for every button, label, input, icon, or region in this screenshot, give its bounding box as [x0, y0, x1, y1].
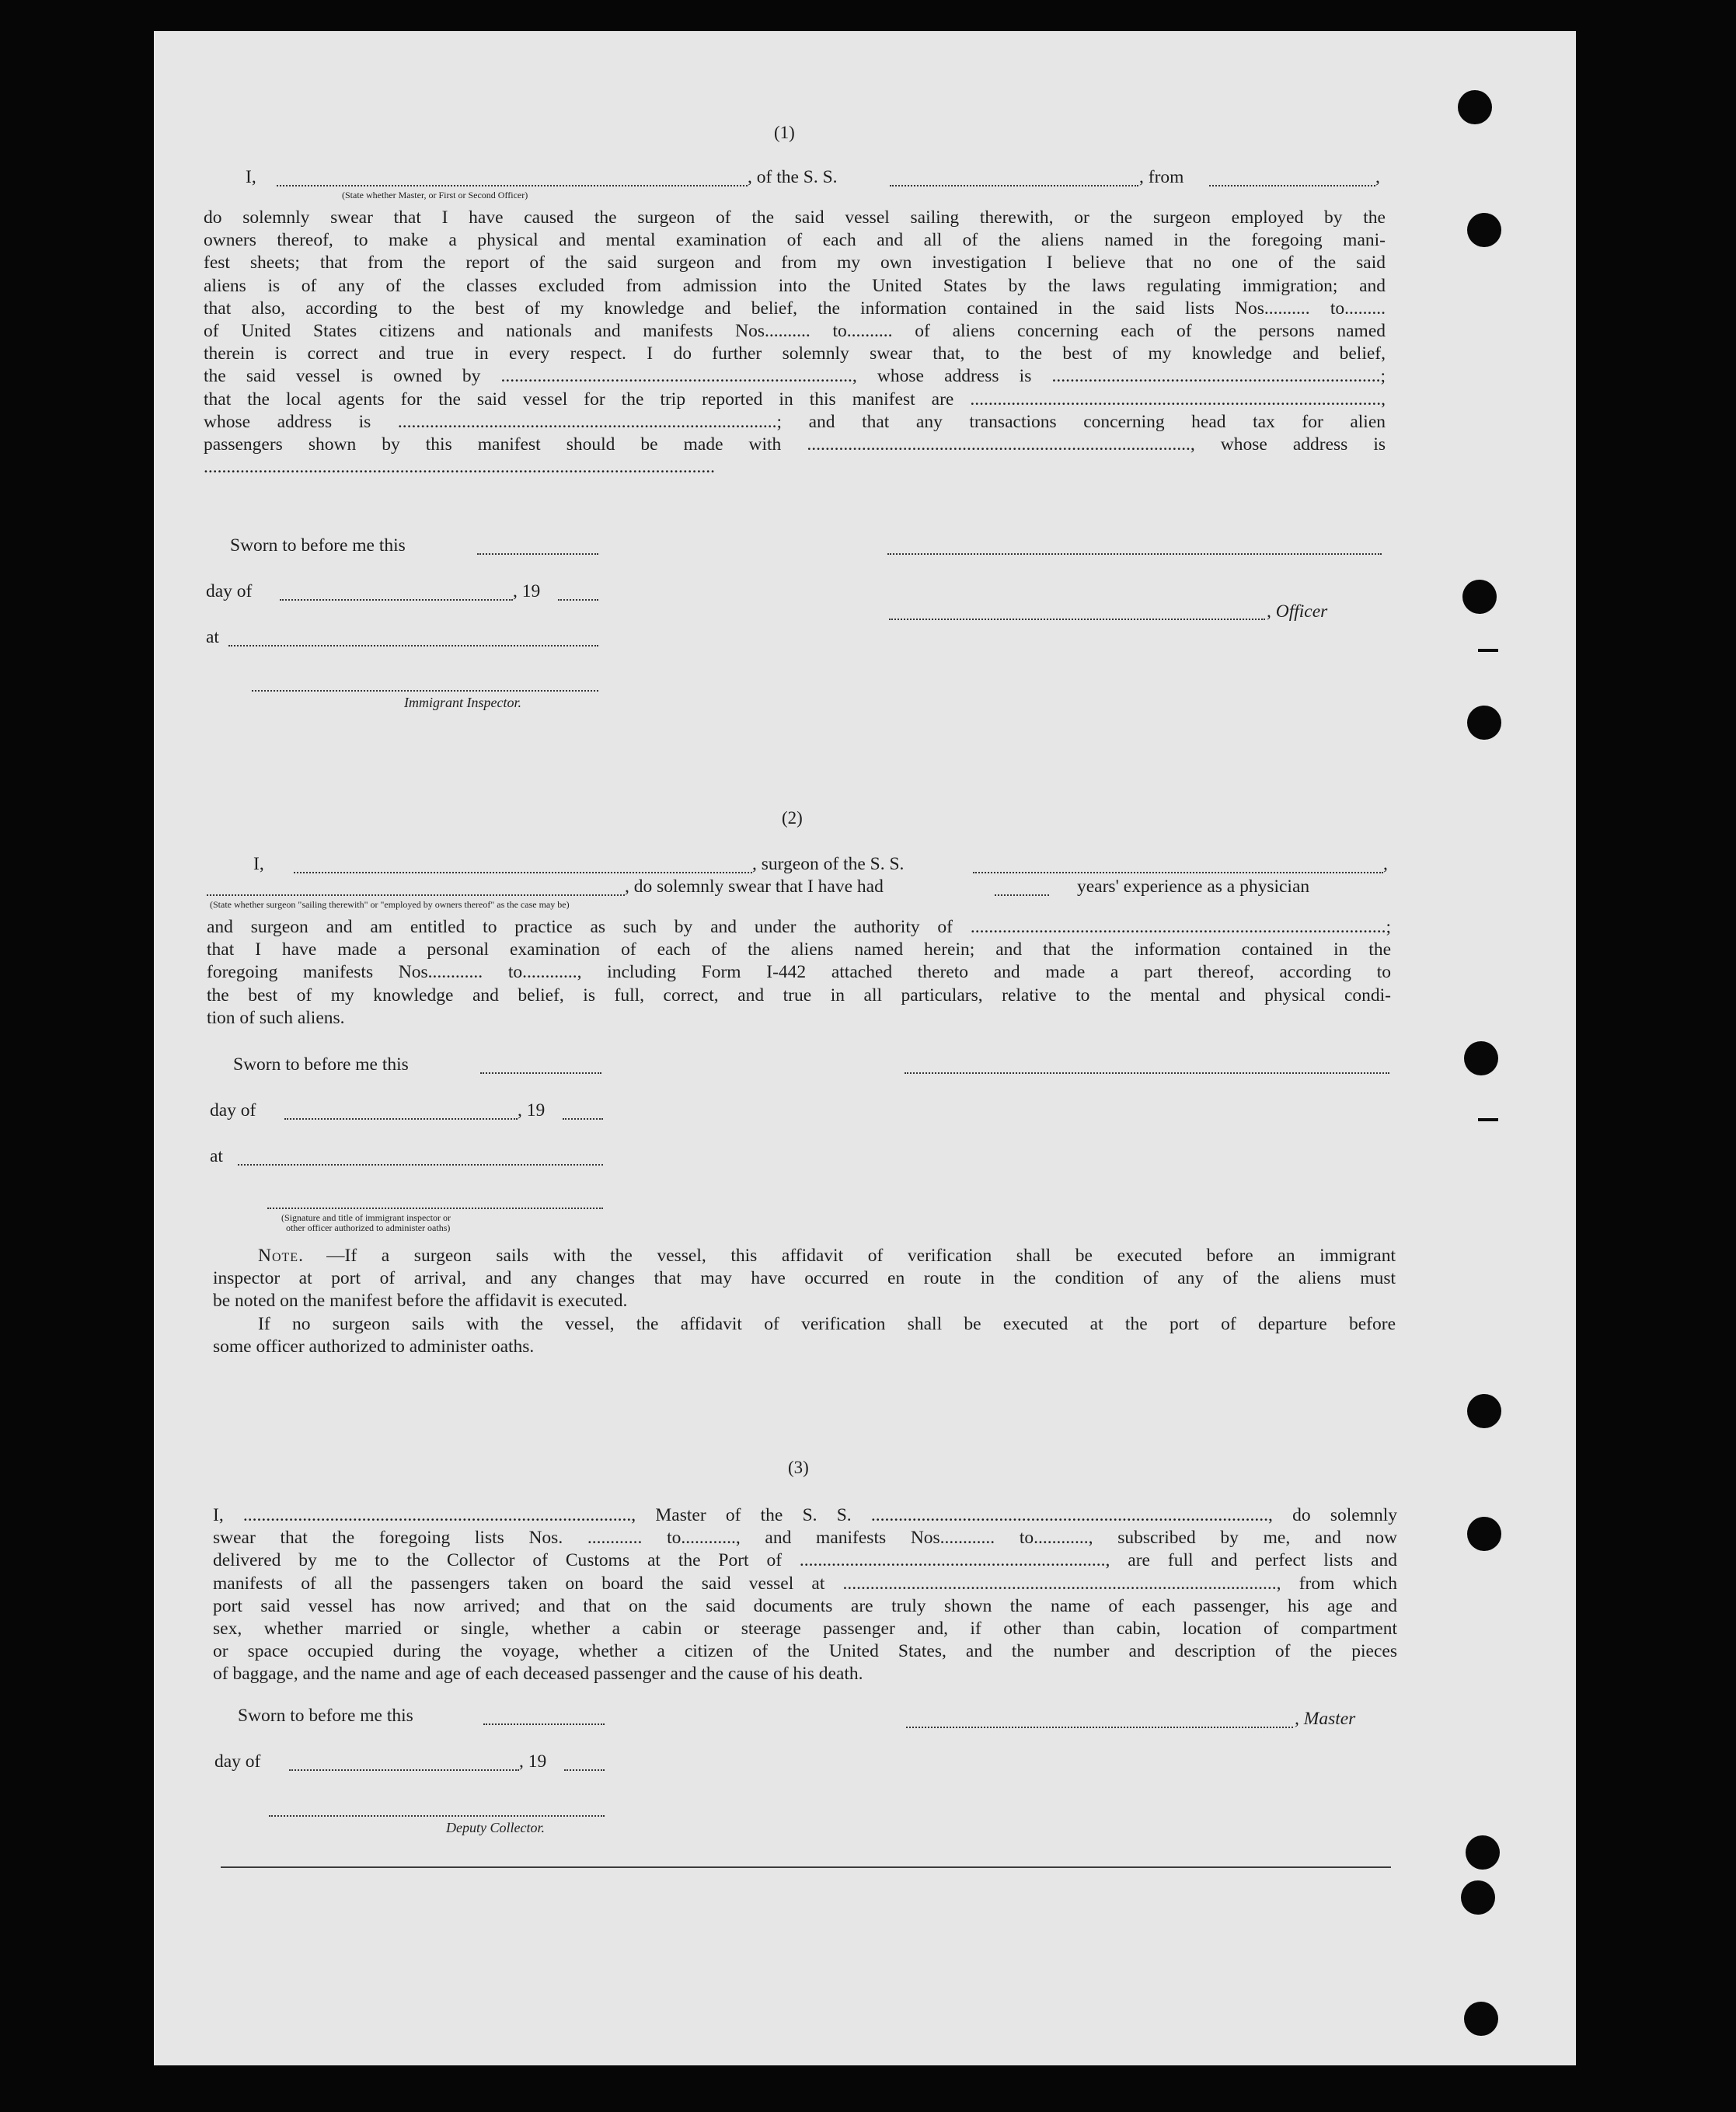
s1-day-of-field[interactable]	[280, 599, 513, 601]
margin-mark	[1478, 1118, 1498, 1121]
s3-day-of-field[interactable]	[289, 1769, 519, 1771]
s2-experience-label: years' experience as a physician	[1077, 877, 1310, 897]
s1-line: passengers shown by this manifest should be made with ...................................................................................., whose address is	[204, 434, 1386, 455]
s1-line: ................................................................................................................	[204, 457, 715, 478]
s3-line: manifests of all the passengers taken on board the said vessel at ..............................................................................................., from which	[213, 1573, 1397, 1594]
s1-from-field[interactable]	[1209, 185, 1375, 186]
s1-line: do solemnly swear that I have caused the surgeon of the said vessel sailing therewith, or the surgeon employed by the	[204, 207, 1386, 228]
s3-line: port said vessel has now arrived; and that on the said documents are truly shown the name of each passenger, his age and	[213, 1595, 1397, 1616]
s2-sworn-label: Sworn to before me this	[233, 1054, 409, 1075]
punch-hole	[1462, 580, 1497, 614]
s2-note2-line-1	[258, 1313, 1396, 1336]
s2-note-line: inspector at port of arrival, and any changes that may have occurred en route in the condition of any of the aliens must	[213, 1268, 1396, 1288]
s2-surgeon-note: (State whether surgeon "sailing therewith" or "employed by owners thereof" as the case may be)	[210, 899, 570, 910]
punch-hole	[1467, 1394, 1501, 1428]
s3-sworn-field[interactable]	[483, 1723, 605, 1725]
punch-hole	[1458, 90, 1492, 124]
s3-line: delivered by me to the Collector of Customs at the Port of ..................................................................., are full and perfect lists and	[213, 1550, 1397, 1571]
s1-line: of United States citizens and nationals and manifests Nos.......... to.......... of aliens concerning each of the persons named	[204, 320, 1386, 341]
s1-of-ss-label: , of the S. S.	[748, 167, 838, 187]
s1-line: aliens is of any of the classes excluded from admission into the United States by the laws regulating immigration; and	[204, 275, 1386, 296]
section-3-heading: (3)	[788, 1458, 809, 1477]
s1-line: therein is correct and true in every respect. I do further solemnly swear that, to the best of my knowledge and belief,	[204, 343, 1386, 364]
s2-inspector-signature-field[interactable]	[267, 1208, 603, 1209]
punch-hole	[1461, 1880, 1495, 1915]
s2-sig-note-1: (Signature and title of immigrant inspector or	[281, 1212, 451, 1223]
s3-deputy-label: Deputy Collector.	[446, 1820, 545, 1835]
s2-surgeon-name-field[interactable]	[294, 872, 752, 873]
s3-year-field[interactable]	[564, 1769, 605, 1771]
s1-inspector-label: Immigrant Inspector.	[404, 695, 521, 710]
bottom-rule	[221, 1866, 1391, 1868]
s1-from-label: , from	[1139, 167, 1184, 187]
s1-i-label: I,	[246, 167, 256, 187]
s1-vessel-name-field[interactable]	[890, 185, 1138, 186]
s1-sworn-field[interactable]	[477, 553, 598, 555]
document-page	[154, 31, 1576, 2065]
s2-i-label: I,	[253, 854, 264, 874]
s2-sig-note-2: other officer authorized to administer oaths)	[286, 1222, 451, 1233]
s2-day-of-label: day of	[210, 1100, 256, 1120]
s2-note2-line: If no surgeon sails with the vessel, the affidavit of verification shall be executed at the port of departure before	[258, 1314, 1396, 1334]
s2-line: that I have made a personal examination of each of the aliens named herein; and that the information contained in the	[207, 939, 1391, 960]
s2-at-label: at	[210, 1146, 223, 1166]
s1-officer-label: , Officer	[1267, 601, 1328, 622]
s2-line: the best of my knowledge and belief, is full, correct, and true in all particulars, relative to the mental and physical condi-	[207, 985, 1391, 1005]
s2-line: tion of such aliens.	[207, 1007, 345, 1028]
margin-mark	[1478, 649, 1498, 652]
s1-comma: ,	[1375, 167, 1380, 187]
punch-hole	[1467, 1517, 1501, 1551]
s2-at-field[interactable]	[238, 1164, 603, 1166]
s2-sworn-field[interactable]	[480, 1072, 601, 1074]
s1-officer-field[interactable]	[889, 619, 1265, 620]
s1-line: owners thereof, to make a physical and mental examination of each and all of the aliens named in the foregoing mani-	[204, 230, 1386, 251]
s1-day-of-label: day of	[206, 581, 253, 601]
s1-officer-name-field[interactable]	[277, 185, 748, 186]
s2-day-of-field[interactable]	[284, 1118, 518, 1120]
s1-at-label: at	[206, 627, 219, 647]
s2-line: and surgeon and am entitled to practice as such by and under the authority of ...........................................................................................;	[207, 917, 1391, 937]
s2-note2-line: some officer authorized to administer oaths.	[213, 1337, 535, 1357]
s3-line: of baggage, and the name and age of each deceased passenger and the cause of his death.	[213, 1664, 863, 1685]
s2-line: foregoing manifests Nos............ to............, including Form I-442 attached thereto and made a part thereof, according to	[207, 962, 1391, 983]
s3-day-of-label: day of	[214, 1751, 261, 1772]
s1-line: the said vessel is owned by ............................................................................., whose address is ........................................................................;	[204, 366, 1386, 387]
section-1-heading: (1)	[774, 123, 795, 142]
s2-comma: ,	[1383, 854, 1388, 874]
s2-note-label: Note.	[258, 1246, 304, 1266]
s1-oath-text	[204, 207, 1386, 479]
s3-master-signature-field[interactable]	[906, 1727, 1293, 1728]
s2-years-field[interactable]	[995, 894, 1049, 896]
s3-line: sex, whether married or single, whether a cabin or steerage passenger and, if other than cabin, location of compartment	[213, 1618, 1397, 1639]
s1-at-field[interactable]	[228, 645, 598, 646]
s2-year-field[interactable]	[563, 1118, 603, 1120]
s2-status-field[interactable]	[207, 894, 625, 896]
s1-line: whose address is ...................................................................................; and that any transactions concerning head tax for alien	[204, 411, 1386, 432]
punch-hole	[1467, 213, 1501, 247]
s3-deputy-signature-field[interactable]	[269, 1815, 605, 1817]
s2-note-line: —If a surgeon sails with the vessel, this affidavit of verification shall be executed before an immigrant	[326, 1246, 1396, 1266]
s1-year-field[interactable]	[558, 599, 598, 601]
s3-line: or space occupied during the voyage, whether a citizen of the United States, and the number and description of the pieces	[213, 1641, 1397, 1662]
s3-year-label: , 19	[519, 1751, 547, 1772]
s3-oath-text	[213, 1504, 1397, 1686]
punch-hole	[1464, 2002, 1498, 2036]
s2-surgeon-label: , surgeon of the S. S.	[752, 854, 905, 874]
punch-hole	[1466, 1835, 1500, 1870]
s1-year-label: , 19	[513, 581, 541, 601]
s2-year-label: , 19	[518, 1100, 546, 1120]
s1-line: fest sheets; that from the report of the said surgeon and from my own investigation I believe that no one of the said	[204, 253, 1386, 274]
s2-note2-text	[213, 1336, 1396, 1358]
s3-master-label: , Master	[1295, 1709, 1356, 1729]
s3-sworn-label: Sworn to before me this	[238, 1706, 413, 1726]
s3-line: I, ....................................................................................., Master of the S. S. ......................................................................................., do solemnly	[213, 1505, 1397, 1525]
s2-note-line: be noted on the manifest before the affidavit is executed.	[213, 1291, 628, 1312]
section-2-heading: (2)	[782, 808, 803, 828]
s1-sworn-label: Sworn to before me this	[230, 535, 406, 556]
s2-signature-field[interactable]	[905, 1072, 1389, 1074]
s3-line: swear that the foregoing lists Nos. ............ to............, and manifests Nos............ to............, subscribed by me, and now	[213, 1528, 1397, 1549]
s2-swear-label: , do solemnly swear that I have had	[625, 877, 884, 897]
s1-officer-note: (State whether Master, or First or Second Officer)	[342, 190, 528, 200]
s2-note-text	[213, 1267, 1396, 1312]
s1-line: that the local agents for the said vessel for the trip reported in this manifest are ..........................................................................................,	[204, 389, 1386, 410]
s2-vessel-name-field[interactable]	[973, 872, 1383, 873]
s1-line: that also, according to the best of my knowledge and belief, the information contained in the said lists Nos.......... to.........	[204, 298, 1386, 319]
punch-hole	[1464, 1041, 1498, 1075]
punch-hole	[1467, 706, 1501, 740]
s2-note-line-1	[326, 1245, 1396, 1267]
s2-oath-text	[207, 916, 1391, 1030]
s1-officer-signature-field[interactable]	[887, 553, 1382, 555]
